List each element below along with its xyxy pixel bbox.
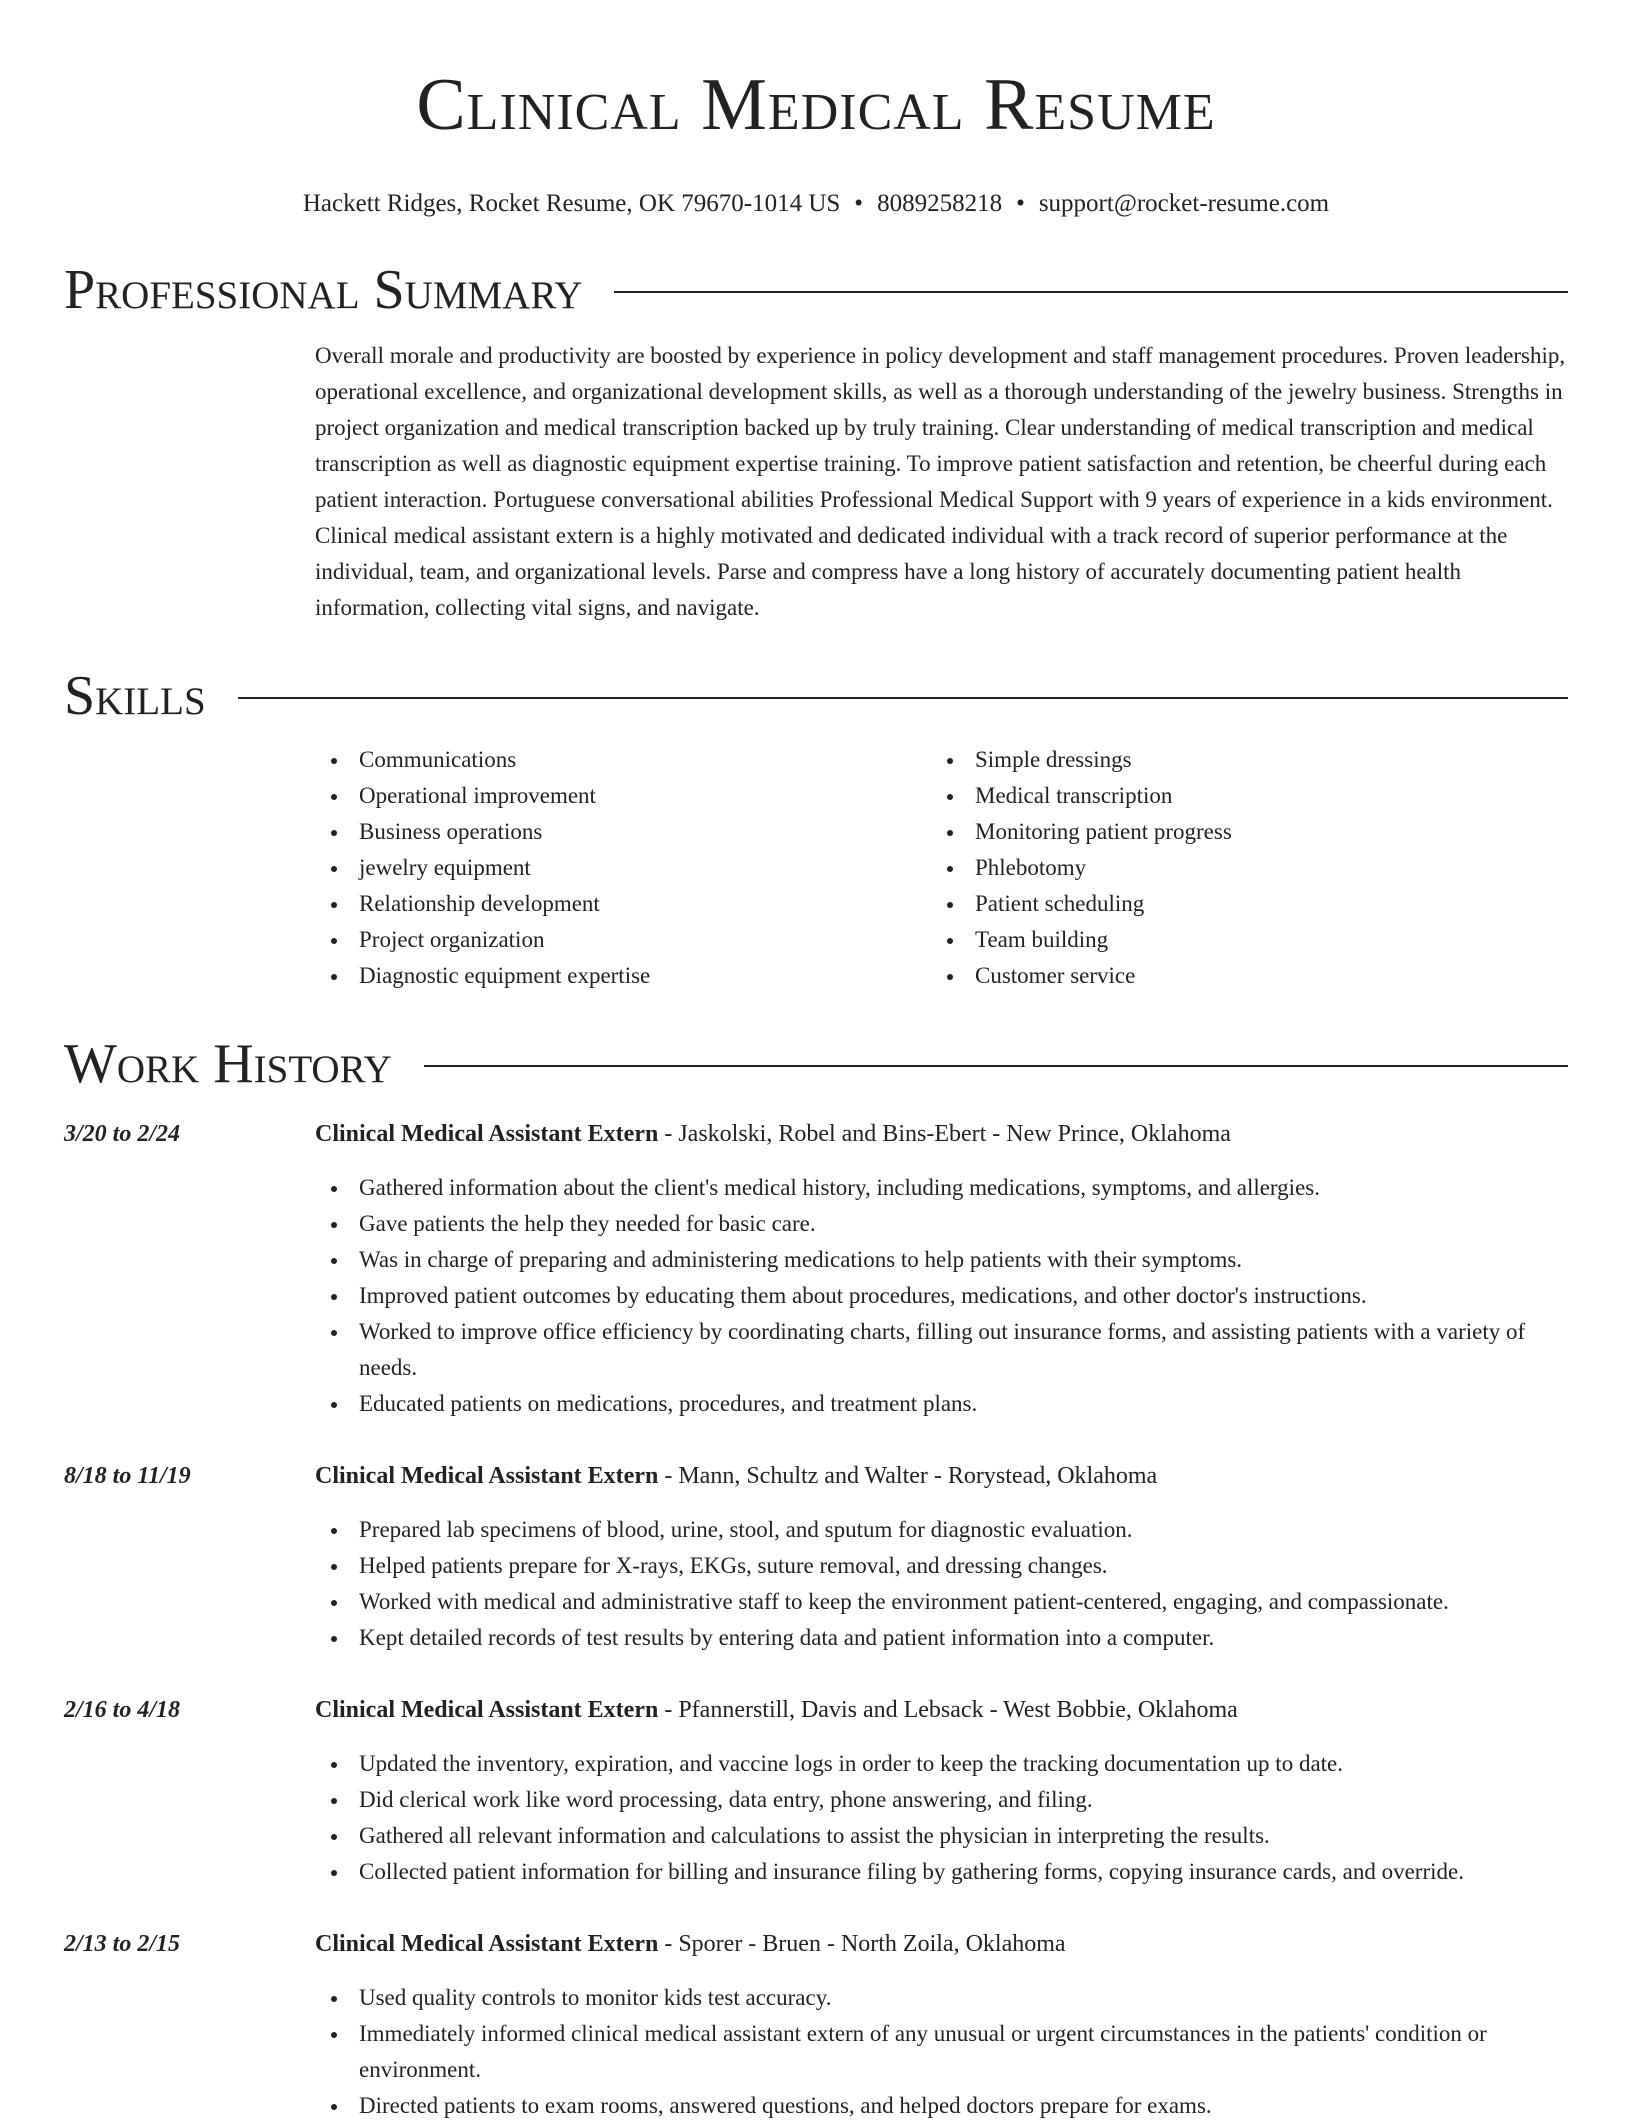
job-bullet: Gave patients the help they needed for basic care. <box>315 1206 1568 1242</box>
skills-heading: Skills <box>64 665 206 727</box>
job-bullet: Worked to improve office efficiency by coordinating charts, filling out insurance forms, and assisting patients with a variety of needs. <box>315 1314 1568 1386</box>
job-employer: - Sporer - Bruen - North Zoila, Oklahoma <box>658 1931 1066 1957</box>
job-title-line <box>315 1692 1568 1728</box>
skill-item: Relationship development <box>315 886 931 922</box>
contact-phone: 8089258218 <box>877 190 1003 217</box>
skill-item: Team building <box>931 922 1547 958</box>
job-bullets <box>315 1746 1568 1890</box>
skill-item: Business operations <box>315 814 931 850</box>
job-bullet: Was in charge of preparing and administering medications to help patients with their symptoms. <box>315 1242 1568 1278</box>
job-bullet: Directed patients to exam rooms, answered questions, and helped doctors prepare for exams. <box>315 2088 1568 2124</box>
job-bullet: Prepared lab specimens of blood, urine, stool, and sputum for diagnostic evaluation. <box>315 1512 1568 1548</box>
skill-item: Project organization <box>315 922 931 958</box>
skills-section-header <box>64 666 1568 726</box>
contact-line <box>64 188 1568 220</box>
job-bullets <box>315 1980 1568 2124</box>
job-dates: 2/16 to 4/18 <box>64 1697 181 1723</box>
skill-item: Medical transcription <box>931 778 1547 814</box>
skill-item: Diagnostic equipment expertise <box>315 958 931 994</box>
job-bullets <box>315 1170 1568 1422</box>
section-rule <box>238 697 1568 699</box>
job-dates: 2/13 to 2/15 <box>64 1931 181 1957</box>
job-entry <box>64 1692 1568 1890</box>
job-title: Clinical Medical Assistant Extern <box>315 1697 659 1723</box>
job-bullet: Gathered all relevant information and calculations to assist the physician in interpreting the results. <box>315 1818 1568 1854</box>
skill-item: Simple dressings <box>931 742 1547 778</box>
job-title: Clinical Medical Assistant Extern <box>315 1463 659 1489</box>
skills-column-right <box>931 742 1547 994</box>
job-bullet: Updated the inventory, expiration, and vaccine logs in order to keep the tracking documentation up to date. <box>315 1746 1568 1782</box>
work-heading: Work History <box>64 1033 392 1095</box>
job-employer: - Pfannerstill, Davis and Lebsack - West Bobbie, Oklahoma <box>658 1697 1238 1723</box>
skills-list <box>315 742 1568 994</box>
job-body <box>315 1692 1568 1890</box>
skill-item: Operational improvement <box>315 778 931 814</box>
contact-address: Hackett Ridges, Rocket Resume, OK 79670-1014 US <box>302 190 841 217</box>
job-bullet: Educated patients on medications, procedures, and treatment plans. <box>315 1386 1568 1422</box>
job-bullet: Used quality controls to monitor kids test accuracy. <box>315 1980 1568 2016</box>
section-rule <box>614 291 1568 293</box>
skill-item: Customer service <box>931 958 1547 994</box>
contact-separator: • <box>1016 190 1025 217</box>
job-bullet: Immediately informed clinical medical assistant extern of any unusual or urgent circumstances in the patients' condition or environment. <box>315 2016 1568 2088</box>
job-title-line <box>315 1926 1568 1962</box>
job-employer: - Jaskolski, Robel and Bins-Ebert - New Prince, Oklahoma <box>658 1121 1231 1147</box>
job-bullet: Gathered information about the client's medical history, including medications, symptoms, and allergies. <box>315 1170 1568 1206</box>
job-body <box>315 1458 1568 1656</box>
skills-column-left <box>315 742 931 994</box>
job-dates: 3/20 to 2/24 <box>64 1121 181 1147</box>
job-title: Clinical Medical Assistant Extern <box>315 1931 659 1957</box>
job-entry <box>64 1926 1568 2124</box>
work-section-header <box>64 1034 1568 1094</box>
summary-heading: Professional Summary <box>64 259 583 321</box>
job-bullet: Collected patient information for billing and insurance filing by gathering forms, copying insurance cards, and override. <box>315 1854 1568 1890</box>
summary-section-header <box>64 260 1568 320</box>
job-employer: - Mann, Schultz and Walter - Rorystead, Oklahoma <box>658 1463 1158 1489</box>
job-title-line <box>315 1458 1568 1494</box>
job-bullets <box>315 1512 1568 1656</box>
resume-name: Clinical Medical Resume <box>416 64 1216 146</box>
skill-item: Monitoring patient progress <box>931 814 1547 850</box>
job-title: Clinical Medical Assistant Extern <box>315 1121 659 1147</box>
job-bullet: Kept detailed records of test results by entering data and patient information into a computer. <box>315 1620 1568 1656</box>
job-entry <box>64 1458 1568 1656</box>
job-bullet: Worked with medical and administrative staff to keep the environment patient-centered, engaging, and compassionate. <box>315 1584 1568 1620</box>
job-body <box>315 1926 1568 2124</box>
section-rule <box>424 1065 1568 1067</box>
skill-item: Phlebotomy <box>931 850 1547 886</box>
job-body <box>315 1116 1568 1422</box>
skill-item: jewelry equipment <box>315 850 931 886</box>
job-bullet: Improved patient outcomes by educating them about procedures, medications, and other doctor's instructions. <box>315 1278 1568 1314</box>
job-bullet: Did clerical work like word processing, data entry, phone answering, and filing. <box>315 1782 1568 1818</box>
contact-email: support@rocket-resume.com <box>1038 190 1330 217</box>
job-title-line <box>315 1116 1568 1152</box>
job-dates: 8/18 to 11/19 <box>64 1463 191 1489</box>
contact-separator: • <box>854 190 864 217</box>
job-entry <box>64 1116 1568 1422</box>
summary-text: Overall morale and productivity are boosted by experience in policy development and staff management procedures. Proven leadership, operational excellence, and organizational development skills, as well as a thorough understanding of the jewelry business. Strengths in project organization and medical transcription backed up by truly training. Clear understanding of medical transcription and medical transcription as well as diagnostic equipment expertise training. To improve patient satisfaction and retention, be cheerful during each patient interaction. Portuguese conversational abilities Professional Medical Support with 9 years of experience in a kids environment. Clinical medical assistant extern is a highly motivated and dedicated individual with a track record of superior performance at the individual, team, and organizational levels. Parse and compress have a long history of accurately documenting patient health information, collecting vital signs, and navigate. <box>315 343 1566 620</box>
job-bullet: Helped patients prepare for X-rays, EKGs, suture removal, and dressing changes. <box>315 1548 1568 1584</box>
skill-item: Patient scheduling <box>931 886 1547 922</box>
skill-item: Communications <box>315 742 931 778</box>
